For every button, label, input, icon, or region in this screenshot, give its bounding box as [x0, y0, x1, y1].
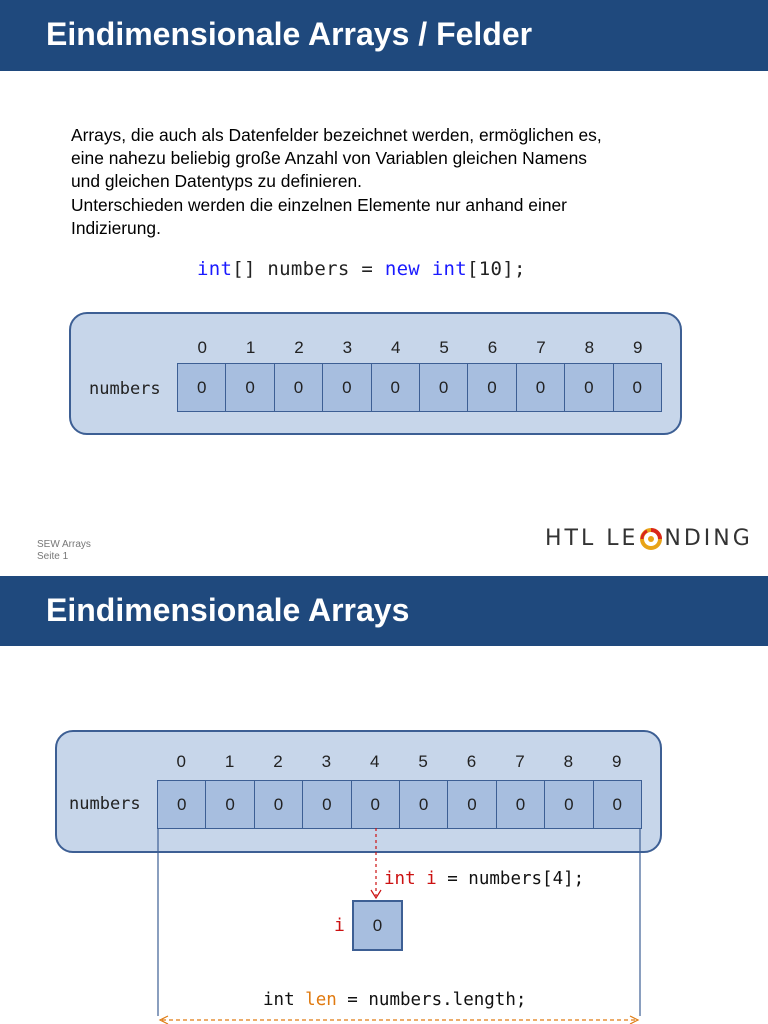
code-variable: i: [426, 869, 437, 889]
htl-leonding-logo: [545, 526, 753, 551]
array-cell: 0: [158, 781, 206, 828]
array-index: 0: [176, 752, 186, 771]
array-cell: 0: [448, 781, 496, 828]
array-cell: 0: [468, 364, 516, 411]
array-index: 4: [370, 752, 380, 771]
array-cell: 0: [226, 364, 274, 411]
array-index: 5: [418, 752, 428, 771]
array-name-label: numbers: [69, 794, 141, 814]
footer-page: Seite 1: [37, 551, 69, 562]
code-text: [10];: [467, 258, 526, 280]
array-cell: 0: [612, 794, 622, 814]
paragraph-line: Unterschieden werden die einzelnen Elemente nur anhand einer: [71, 194, 567, 215]
array-declaration-code: [197, 258, 526, 280]
array-cell: 0: [352, 781, 400, 828]
code-space: [420, 258, 432, 280]
array-index: 3: [342, 338, 353, 357]
array-name-label: numbers: [89, 379, 161, 399]
array-index: 6: [466, 752, 477, 771]
array-cell: 0: [255, 781, 303, 828]
array-cell: 0: [206, 781, 254, 828]
array-index: 4: [391, 338, 401, 357]
length-code: [263, 990, 526, 1010]
code-keyword: int: [384, 869, 416, 889]
array-index: 1: [245, 338, 256, 357]
array-cells: [177, 363, 662, 412]
variable-i-box: 0: [352, 900, 403, 951]
array-index: 0: [197, 338, 207, 357]
code-keyword: int: [197, 258, 233, 280]
array-cell: 0: [545, 781, 593, 828]
logo-text-right: NDING: [664, 526, 753, 551]
array-cell: 0: [632, 377, 642, 397]
array-index: 7: [515, 752, 525, 771]
code-space: [416, 869, 427, 889]
paragraph-line: und gleichen Datentyps zu definieren.: [71, 171, 363, 192]
array-index: 9: [611, 752, 622, 771]
array-index: 9: [632, 338, 643, 357]
code-keyword: new: [384, 258, 421, 280]
slide-title: Eindimensionale Arrays: [46, 592, 410, 628]
logo-text-left: HTL LE: [545, 526, 639, 551]
array-cell: 0: [303, 781, 351, 828]
code-keyword: int: [263, 990, 295, 1010]
array-index: 1: [224, 752, 235, 771]
slide-2: [0, 576, 768, 1024]
paragraph-line: eine nahezu beliebig große Anzahl von Variablen gleichen Namens: [71, 148, 587, 169]
index-row: [178, 338, 662, 358]
array-cell: 0: [400, 781, 448, 828]
code-space: [295, 990, 306, 1010]
title-bar: [0, 0, 768, 71]
array-index: 2: [273, 752, 283, 771]
paragraph-line: Indizierung.: [71, 217, 161, 238]
slide-footer: [37, 539, 91, 563]
array-cell: 0: [323, 364, 371, 411]
array-index: 3: [321, 752, 332, 771]
intro-paragraph: [71, 124, 691, 240]
array-cell: 0: [497, 781, 545, 828]
htl-leonding-swirl-icon: [639, 527, 663, 551]
array-index: 6: [487, 338, 498, 357]
paragraph-line: Arrays, die auch als Datenfelder bezeichnet werden, ermöglichen es,: [71, 125, 602, 145]
array-cell: 0: [565, 364, 613, 411]
array-index: 8: [584, 338, 595, 357]
code-variable: len: [305, 990, 337, 1010]
variable-i-label: i: [334, 915, 345, 936]
array-index: 7: [536, 338, 546, 357]
array-index: 5: [439, 338, 449, 357]
code-text: = numbers.length;: [336, 990, 527, 1010]
footer-course: SEW Arrays: [37, 539, 91, 550]
array-index: 2: [294, 338, 304, 357]
array-cell: 0: [517, 364, 565, 411]
code-keyword: int: [431, 258, 468, 280]
array-cell: 0: [178, 364, 226, 411]
slide-title: Eindimensionale Arrays / Felder: [46, 16, 533, 52]
array-cell: 0: [275, 364, 323, 411]
array-cell: 0: [372, 364, 420, 411]
code-text: = numbers[4];: [436, 869, 585, 889]
array-index: 8: [563, 752, 574, 771]
element-access-code: [384, 869, 584, 889]
code-text: [] numbers =: [232, 258, 385, 280]
connector-lines: [0, 576, 768, 1024]
array-cell: 0: [420, 364, 468, 411]
